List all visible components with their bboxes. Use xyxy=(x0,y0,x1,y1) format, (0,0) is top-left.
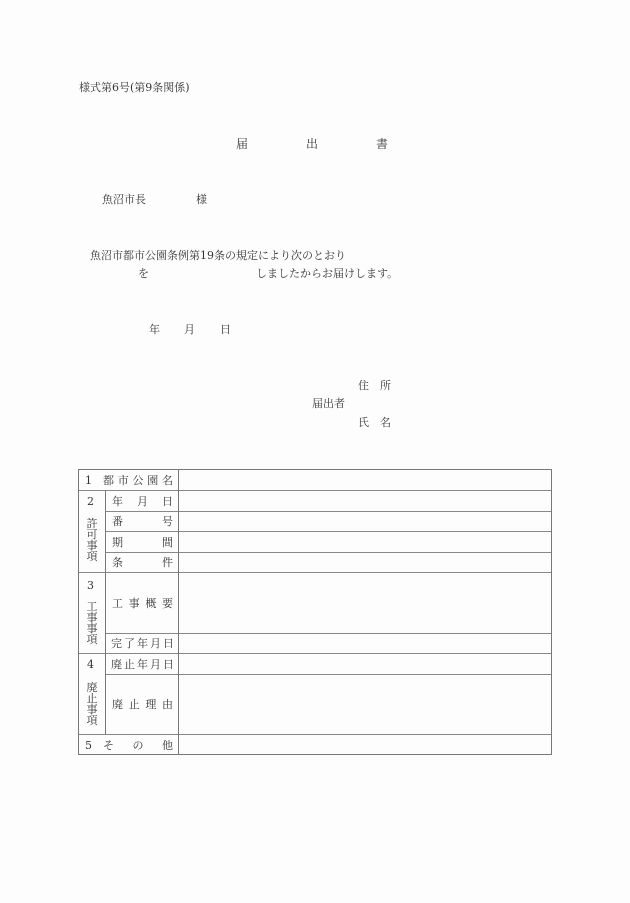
row-label: そ の 他 xyxy=(103,739,173,752)
permit-conditions-label: 条 件 xyxy=(112,556,173,569)
construction-summary-label: 工 事 概 要 xyxy=(112,597,173,610)
form-number: 様式第6号(第9条関係) xyxy=(79,81,190,94)
abolition-date-field[interactable] xyxy=(179,654,551,674)
applicant-label: 届出者 xyxy=(312,397,345,410)
section-label-vertical: 許 可 事 項 xyxy=(86,517,98,563)
abolition-reason-field[interactable] xyxy=(179,675,551,734)
body-line-2-particle: を xyxy=(138,267,149,280)
row-number: 5 xyxy=(85,739,92,752)
permit-number-field[interactable] xyxy=(179,512,551,531)
permit-date-label: 年 月 日 xyxy=(112,495,173,508)
address-label: 住 所 xyxy=(358,379,391,392)
body-line-1: 魚沼市都市公園条例第19条の規定により次のとおり xyxy=(90,249,346,262)
body-line-2-tail: しましたからお届けします。 xyxy=(256,267,399,280)
date-month: 月 xyxy=(184,323,195,336)
title-char-1: 届 xyxy=(236,137,249,151)
addressee: 魚沼市長 xyxy=(102,193,146,206)
permit-period-label: 期 間 xyxy=(112,536,173,549)
section-number: 3 xyxy=(87,579,94,592)
permit-number-label: 番 号 xyxy=(112,515,173,528)
honorific: 様 xyxy=(196,193,207,206)
completion-date-label: 完 了 年 月 日 xyxy=(111,637,174,650)
section-number: 4 xyxy=(87,658,94,671)
abolition-date-label: 廃 止 年 月 日 xyxy=(111,658,174,671)
permit-conditions-field[interactable] xyxy=(179,553,551,572)
title-char-2: 出 xyxy=(306,137,319,151)
park-name-field[interactable] xyxy=(179,470,551,490)
construction-summary-field[interactable] xyxy=(179,573,551,633)
section-number: 2 xyxy=(87,495,94,508)
completion-date-field[interactable] xyxy=(179,634,551,653)
section-label-vertical: 工 事 事 項 xyxy=(86,600,98,646)
abolition-reason-label: 廃 止 理 由 xyxy=(112,698,173,711)
application-table xyxy=(78,469,552,755)
name-label: 氏 名 xyxy=(358,416,391,429)
title-char-3: 書 xyxy=(376,137,389,151)
date-year: 年 xyxy=(149,323,160,336)
date-day: 日 xyxy=(220,323,231,336)
permit-period-field[interactable] xyxy=(179,532,551,552)
other-field[interactable] xyxy=(179,735,551,754)
col-divider xyxy=(105,490,106,734)
section-label-vertical: 廃 止 事 項 xyxy=(86,681,98,727)
row-label: 都 市 公 園 名 xyxy=(103,474,173,487)
row-number: 1 xyxy=(85,474,92,487)
permit-date-field[interactable] xyxy=(179,491,551,511)
